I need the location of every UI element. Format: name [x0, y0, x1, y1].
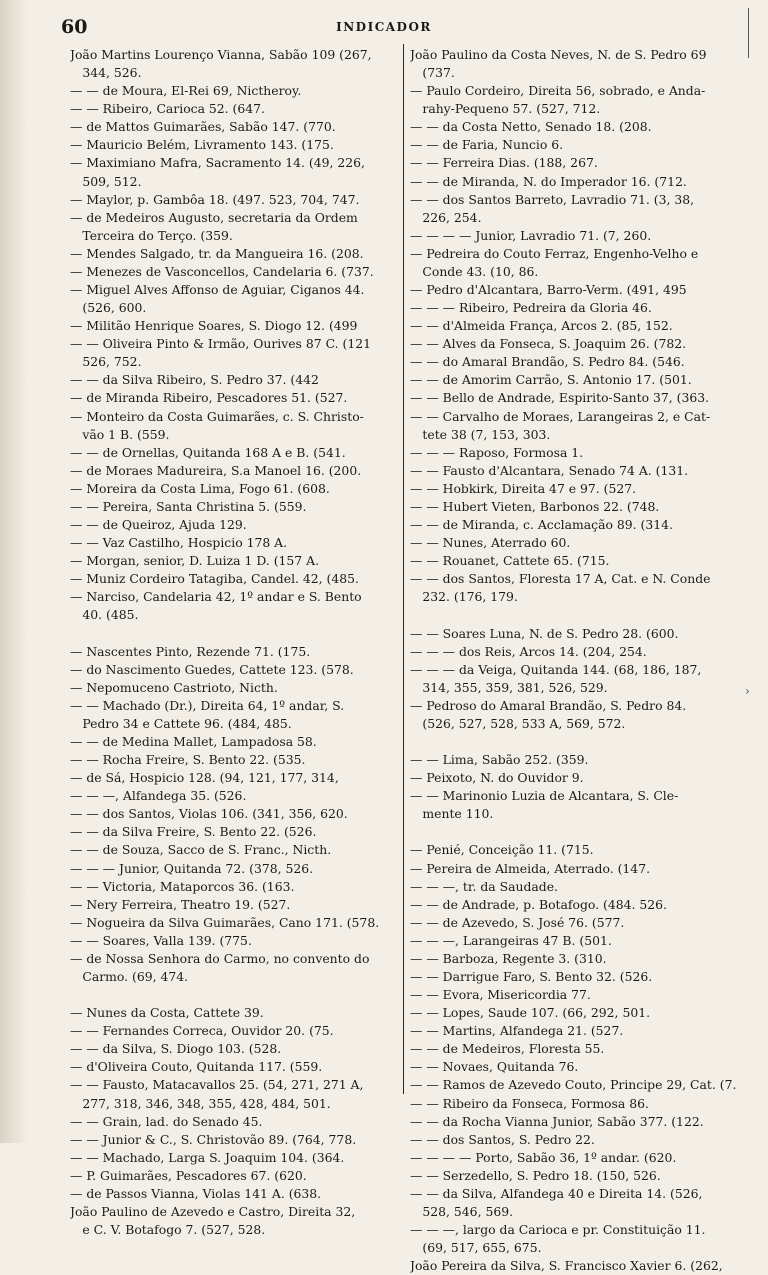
directory-entry-line: — — dos Santos, Floresta 17 A, Cat. e N. Conde — [410, 571, 711, 587]
directory-entry-line: João Martins Lourenço Vianna, Sabão 109 (267, — [70, 47, 372, 62]
directory-entry-line: — — de Medina Mallet, Lampadosa 58. — [70, 733, 317, 749]
directory-entry-line: — — dos Santos, S. Pedro 22. — [410, 1131, 595, 1147]
directory-entry-line: — — Evora, Misericordia 77. — [410, 987, 591, 1003]
directory-entry-line: Pedro 34 e Cattete 96. (484, 485. — [70, 715, 292, 731]
directory-entry-line: — — Rouanet, Cattete 65. (715. — [410, 553, 610, 569]
directory-entry-line: — — Ramos de Azevedo Couto, Principe 29, Cat. (7. — [410, 1077, 737, 1093]
page-number: 60 — [61, 16, 88, 38]
directory-entry-line: — — de Medeiros, Floresta 55. — [410, 1041, 605, 1057]
directory-entry-line: — Militão Henrique Soares, S. Diogo 12. (499 — [70, 318, 358, 334]
directory-entry-line: João Pereira da Silva, S. Francisco Xavier 6. (262, — [410, 1258, 723, 1274]
directory-entry-line: — — Junior & C., S. Christovão 89. (764, 778. — [70, 1131, 357, 1147]
directory-entry-line: — — —, Larangeiras 47 B. (501. — [410, 932, 612, 948]
directory-entry-line: 526, 752. — [70, 354, 142, 370]
directory-entry-line: — Pedroso do Amaral Brandão, S. Pedro 84. — [410, 697, 687, 713]
directory-entry-line: — — dos Santos Barreto, Lavradio 71. (3, 38, — [410, 191, 695, 207]
left-column — [70, 46, 402, 1239]
directory-entry-line: — — Fausto, Matacavallos 25. (54, 271, 271 A, — [70, 1077, 364, 1093]
page-header — [0, 16, 768, 40]
directory-entry-line: — — — Raposo, Formosa 1. — [410, 444, 584, 460]
directory-entry-line: (737. — [410, 65, 455, 81]
directory-entry-line: — de Sá, Hospicio 128. (94, 121, 177, 314, — [70, 770, 339, 786]
directory-entry-line: — — de Ornellas, Quitanda 168 A e B. (541. — [70, 444, 346, 460]
directory-entry-line: — — de Faria, Nuncio 6. — [410, 137, 564, 153]
directory-entry-line: — Nascentes Pinto, Rezende 71. (175. — [70, 643, 311, 659]
directory-entry-line: — — Alves da Fonseca, S. Joaquim 26. (782. — [410, 336, 687, 352]
directory-entry-line: — — Barboza, Regente 3. (310. — [410, 950, 607, 966]
directory-entry-line: — Paulo Cordeiro, Direita 56, sobrado, e Anda- — [410, 83, 706, 99]
directory-entry-line: — — de Moura, El-Rei 69, Nictheroy. — [70, 83, 302, 99]
directory-entry-line: mente 110. — [410, 806, 494, 822]
margin-arrow-mark: › — [745, 684, 750, 698]
directory-entry-line: — Monteiro da Costa Guimarães, c. S. Christo- — [70, 408, 364, 424]
directory-entry-line: — Pereira de Almeida, Aterrado. (147. — [410, 860, 651, 876]
directory-entry-line: — Nunes da Costa, Cattete 39. — [70, 1005, 264, 1021]
directory-entry-line: — — do Amaral Brandão, S. Pedro 84. (546. — [410, 354, 685, 370]
directory-entry-line: — — — Ribeiro, Pedreira da Gloria 46. — [410, 300, 652, 316]
directory-entry-line: — — — dos Reis, Arcos 14. (204, 254. — [410, 643, 647, 659]
directory-entry-line: — — —, largo da Carioca e pr. Constituição 11. — [410, 1222, 706, 1238]
directory-entry-line: — — Victoria, Mataporcos 36. (163. — [70, 878, 295, 894]
directory-entry-line: — de Passos Vianna, Violas 141 A. (638. — [70, 1185, 322, 1201]
directory-entry-line: — de Miranda Ribeiro, Pescadores 51. (527. — [70, 390, 348, 406]
directory-entry-line: — — Ribeiro da Fonseca, Formosa 86. — [410, 1095, 649, 1111]
directory-entry-line: — — de Miranda, c. Acclamação 89. (314. — [410, 517, 673, 533]
directory-entry-line: — — da Silva, S. Diogo 103. (528. — [70, 1041, 282, 1057]
directory-entry-line: Conde 43. (10, 86. — [410, 263, 539, 279]
directory-entry-line: — Nery Ferreira, Theatro 19. (527. — [70, 896, 291, 912]
directory-entry-line: — — de Queiroz, Ajuda 129. — [70, 517, 247, 533]
directory-entry-line: — — Soares Luna, N. de S. Pedro 28. (600. — [410, 625, 679, 641]
directory-entry-line: — — Oliveira Pinto & Irmão, Ourives 87 C. (121 — [70, 336, 371, 352]
directory-entry-line: — Menezes de Vasconcellos, Candelaria 6. (737. — [70, 263, 374, 279]
directory-entry-line: vão 1 B. (559. — [70, 426, 170, 442]
directory-entry-line — [70, 986, 402, 1004]
directory-entry-line: — — Marinonio Luzia de Alcantara, S. Cle- — [410, 788, 679, 804]
directory-entry-line: — — de Souza, Sacco de S. Franc., Nicth. — [70, 842, 332, 858]
directory-entry-line: — Narciso, Candelaria 42, 1º andar e S. Bento — [70, 589, 362, 605]
directory-entry-line: — — Lima, Sabão 252. (359. — [410, 752, 589, 768]
directory-entry-line: rahy-Pequeno 57. (527, 712. — [410, 101, 601, 117]
directory-entry-line: — — —, Alfandega 35. (526. — [70, 788, 247, 804]
directory-entry-line — [410, 606, 756, 624]
directory-entry-line: — Morgan, senior, D. Luiza 1 D. (157 A. — [70, 553, 320, 569]
directory-entry-line — [410, 733, 756, 751]
directory-entry-line: — — Serzedello, S. Pedro 18. (150, 526. — [410, 1167, 661, 1183]
directory-entry-line: — — Bello de Andrade, Espirito-Santo 37, (363. — [410, 390, 710, 406]
running-title: INDICADOR — [336, 20, 432, 34]
directory-entry-line: — de Nossa Senhora do Carmo, no convento do — [70, 950, 370, 966]
directory-entry-line: — — d'Almeida França, Arcos 2. (85, 152. — [410, 318, 673, 334]
directory-entry-line: — Miguel Alves Affonso de Aguiar, Ciganos 44. — [70, 282, 365, 298]
directory-entry-line: — — Lopes, Saude 107. (66, 292, 501. — [410, 1005, 651, 1021]
directory-entry-line: — de Medeiros Augusto, secretaria da Ordem — [70, 209, 358, 225]
directory-entry-line: — — — da Veiga, Quitanda 144. (68, 186, 187, — [410, 661, 702, 677]
directory-entry-line: — de Mattos Guimarães, Sabão 147. (770. — [70, 119, 336, 135]
directory-entry-line: — — Vaz Castilho, Hospicio 178 A. — [70, 535, 288, 551]
directory-entry-line: — — Pereira, Santa Christina 5. (559. — [70, 498, 307, 514]
directory-entry-line: — — Hubert Vieten, Barbonos 22. (748. — [410, 498, 660, 514]
directory-entry-line: — — — Junior, Quitanda 72. (378, 526. — [70, 860, 314, 876]
directory-entry-line: — — Martins, Alfandega 21. (527. — [410, 1023, 624, 1039]
directory-entry-line: João Paulino da Costa Neves, N. de S. Pedro 69 — [410, 47, 707, 62]
directory-entry-line: — Nepomuceno Castrioto, Nicth. — [70, 679, 278, 695]
directory-entry-line: — — Soares, Valla 139. (775. — [70, 932, 252, 948]
directory-entry-line: — — Hobkirk, Direita 47 e 97. (527. — [410, 480, 637, 496]
directory-entry-line: — Mendes Salgado, tr. da Mangueira 16. (208. — [70, 245, 364, 261]
directory-entry-line: João Paulino de Azevedo e Castro, Direita 32, — [70, 1204, 356, 1219]
directory-entry-line: — — Ribeiro, Carioca 52. (647. — [70, 101, 265, 117]
directory-entry-line: — — Nunes, Aterrado 60. — [410, 535, 571, 551]
directory-entry-line: — — de Miranda, N. do Imperador 16. (712. — [410, 173, 687, 189]
directory-entry-line: 344, 526. — [70, 65, 142, 81]
binding-edge — [0, 0, 28, 1143]
directory-entry-line: — — Machado (Dr.), Direita 64, 1º andar, S. — [70, 697, 345, 713]
directory-entry-line: Terceira do Terço. (359. — [70, 227, 233, 243]
right-column — [410, 46, 756, 1275]
directory-entry-line: (69, 517, 655, 675. — [410, 1240, 542, 1256]
directory-entry-line: — — Darrigue Faro, S. Bento 32. (526. — [410, 968, 653, 984]
directory-entry-line: e C. V. Botafogo 7. (527, 528. — [70, 1222, 266, 1238]
directory-entry-line: — — da Costa Netto, Senado 18. (208. — [410, 119, 652, 135]
directory-entry-line: — — — — Junior, Lavradio 71. (7, 260. — [410, 227, 652, 243]
directory-entry-line: — — da Silva Ribeiro, S. Pedro 37. (442 — [70, 372, 319, 388]
directory-entry-line: — — da Rocha Vianna Junior, Sabão 377. (122. — [410, 1113, 704, 1129]
directory-entry-line: — — de Azevedo, S. José 76. (577. — [410, 914, 625, 930]
directory-entry-line: — — de Amorim Carrão, S. Antonio 17. (501. — [410, 372, 692, 388]
directory-entry-line: (526, 600. — [70, 300, 147, 316]
column-divider — [403, 44, 404, 1094]
directory-entry-line — [70, 625, 402, 643]
directory-entry-line: — — —, tr. da Saudade. — [410, 878, 558, 894]
directory-entry-line: — do Nascimento Guedes, Cattete 123. (578. — [70, 661, 354, 677]
directory-entry-line: — Pedreira do Couto Ferraz, Engenho-Velho e — [410, 245, 699, 261]
directory-entry-line: 232. (176, 179. — [410, 589, 518, 605]
directory-entry-line: — — Grain, lad. do Senado 45. — [70, 1113, 263, 1129]
directory-entry-line: — — da Silva, Alfandega 40 e Direita 14. (526, — [410, 1185, 703, 1201]
directory-entry-line: tete 38 (7, 153, 303. — [410, 426, 551, 442]
directory-entry-line: — d'Oliveira Couto, Quitanda 117. (559. — [70, 1059, 323, 1075]
directory-entry-line: — Moreira da Costa Lima, Fogo 61. (608. — [70, 480, 330, 496]
directory-entry-line: — — Carvalho de Moraes, Larangeiras 2, e Cat- — [410, 408, 711, 424]
directory-entry-line: — — Rocha Freire, S. Bento 22. (535. — [70, 752, 306, 768]
directory-entry-line: — Nogueira da Silva Guimarães, Cano 171. (578. — [70, 914, 380, 930]
directory-entry-line: — — Fernandes Correca, Ouvidor 20. (75. — [70, 1023, 334, 1039]
directory-entry-line: — Peixoto, N. do Ouvidor 9. — [410, 770, 584, 786]
directory-entry-line: — — da Silva Freire, S. Bento 22. (526. — [70, 824, 317, 840]
directory-entry-line: — — Novaes, Quitanda 76. — [410, 1059, 579, 1075]
directory-entry-line: Carmo. (69, 474. — [70, 968, 189, 984]
directory-entry-line: — Mauricio Belém, Livramento 143. (175. — [70, 137, 334, 153]
directory-entry-line: — — Ferreira Dias. (188, 267. — [410, 155, 598, 171]
directory-entry-line: — Penié, Conceição 11. (715. — [410, 842, 594, 858]
directory-entry-line: 509, 512. — [70, 173, 142, 189]
directory-entry-line: — — Machado, Larga S. Joaquim 104. (364. — [70, 1149, 345, 1165]
directory-entry-line: — Maylor, p. Gambôa 18. (497. 523, 704, 747. — [70, 191, 360, 207]
directory-entry-line: — — dos Santos, Violas 106. (341, 356, 620. — [70, 806, 348, 822]
directory-entry-line: — Pedro d'Alcantara, Barro-Verm. (491, 495 — [410, 282, 687, 298]
directory-entry-line: 226, 254. — [410, 209, 482, 225]
directory-entry-line: — — — — Porto, Sabão 36, 1º andar. (620. — [410, 1149, 677, 1165]
directory-entry-line: 528, 546, 569. — [410, 1204, 514, 1219]
directory-entry-line: — — de Andrade, p. Botafogo. (484. 526. — [410, 896, 667, 912]
directory-entry-line: 314, 355, 359, 381, 526, 529. — [410, 679, 608, 695]
directory-entry-line: — — Fausto d'Alcantara, Senado 74 A. (131. — [410, 462, 689, 478]
directory-entry-line: — Muniz Cordeiro Tatagiba, Candel. 42, (485. — [70, 571, 359, 587]
directory-entry-line: (526, 527, 528, 533 A, 569, 572. — [410, 715, 626, 731]
directory-entry-line: — Maximiano Mafra, Sacramento 14. (49, 226, — [70, 155, 365, 171]
directory-entry-line — [410, 823, 756, 841]
directory-entry-line: — P. Guimarães, Pescadores 67. (620. — [70, 1167, 307, 1183]
directory-entry-line: 277, 318, 346, 348, 355, 428, 484, 501. — [70, 1095, 331, 1111]
directory-entry-line: 40. (485. — [70, 607, 139, 623]
directory-entry-line: — de Moraes Madureira, S.a Manoel 16. (200. — [70, 462, 362, 478]
